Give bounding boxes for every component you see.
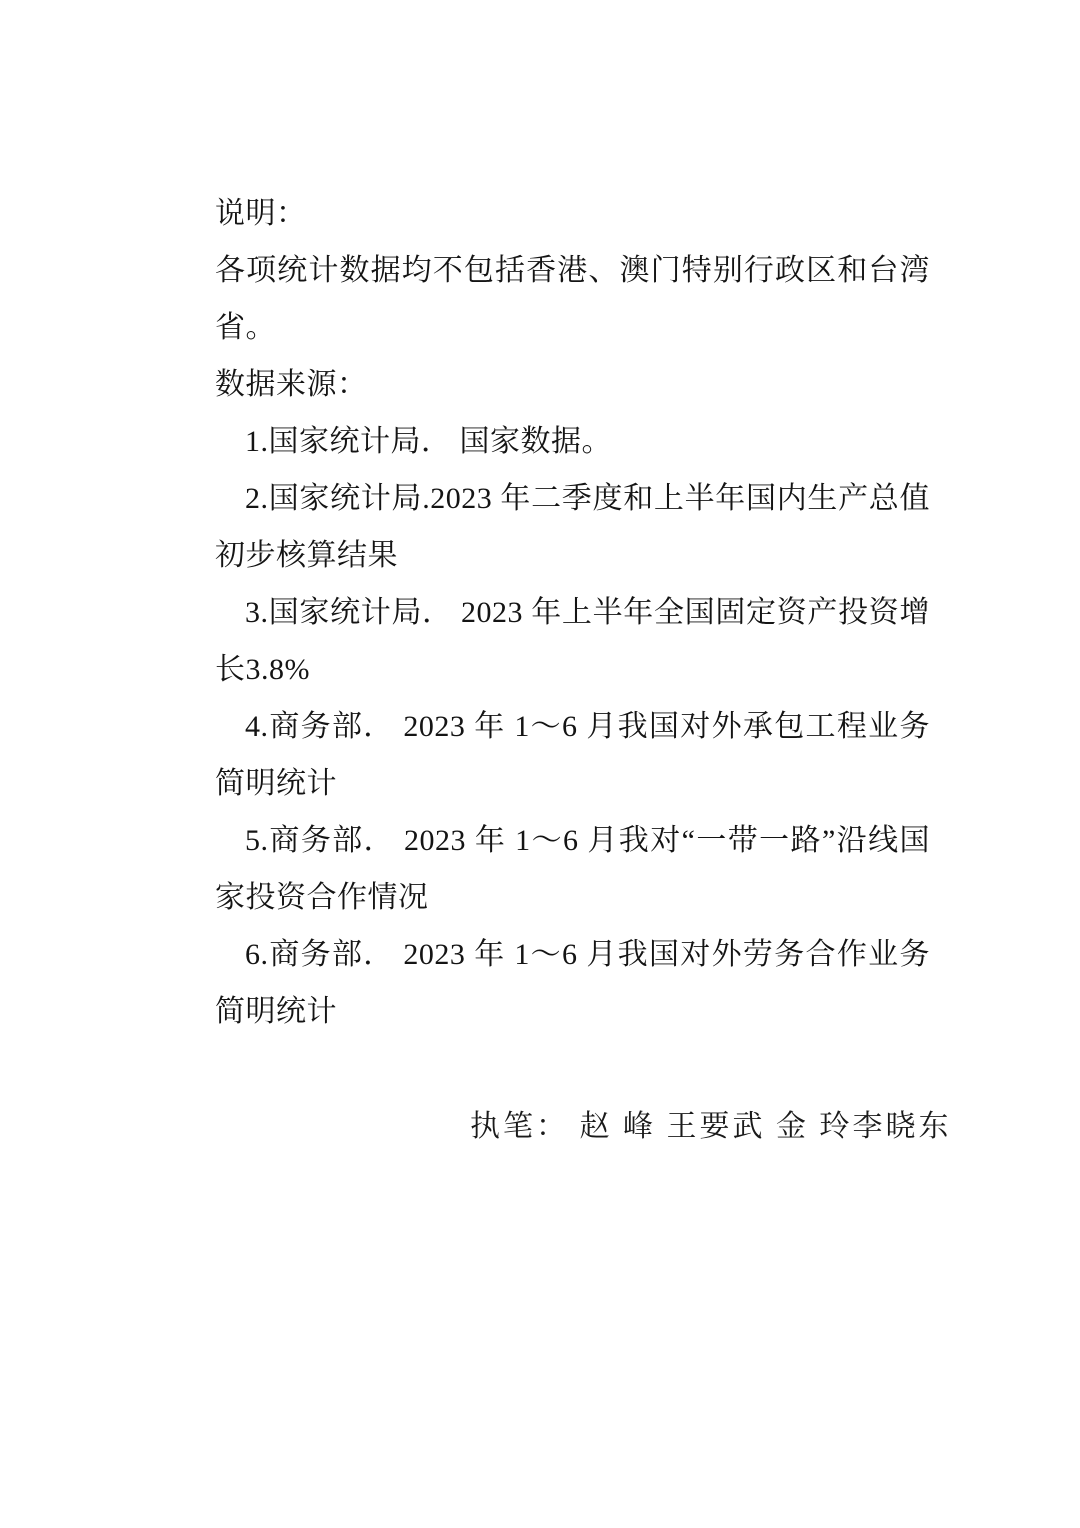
source-item-6: 6.商务部． 2023 年 1～6 月我国对外劳务合作业务简明统计 [215,938,930,1028]
sources-label: 数据来源： [215,368,368,401]
source-item-1: 1.国家统计局． 国家数据。 [245,425,612,458]
signature-block [215,1100,952,1154]
note-text: 各项统计数据均不包括香港、澳门特别行政区和台湾省。 [215,254,930,344]
source-item-2: 2.国家统计局.2023 年二季度和上半年国内生产总值初步核算结果 [215,482,930,572]
source-item-5: 5.商务部． 2023 年 1～6 月我对“一带一路”沿线国家投资合作情况 [215,824,930,914]
document-body [215,185,930,1040]
signature-line: 执笔： 赵 峰 王要武 金 玲李晓东 [470,1110,952,1143]
note-label: 说明： [215,197,307,230]
source-item-3: 3.国家统计局． 2023 年上半年全国固定资产投资增长3.8% [215,596,930,686]
source-item-4: 4.商务部． 2023 年 1～6 月我国对外承包工程业务简明统计 [215,710,930,800]
